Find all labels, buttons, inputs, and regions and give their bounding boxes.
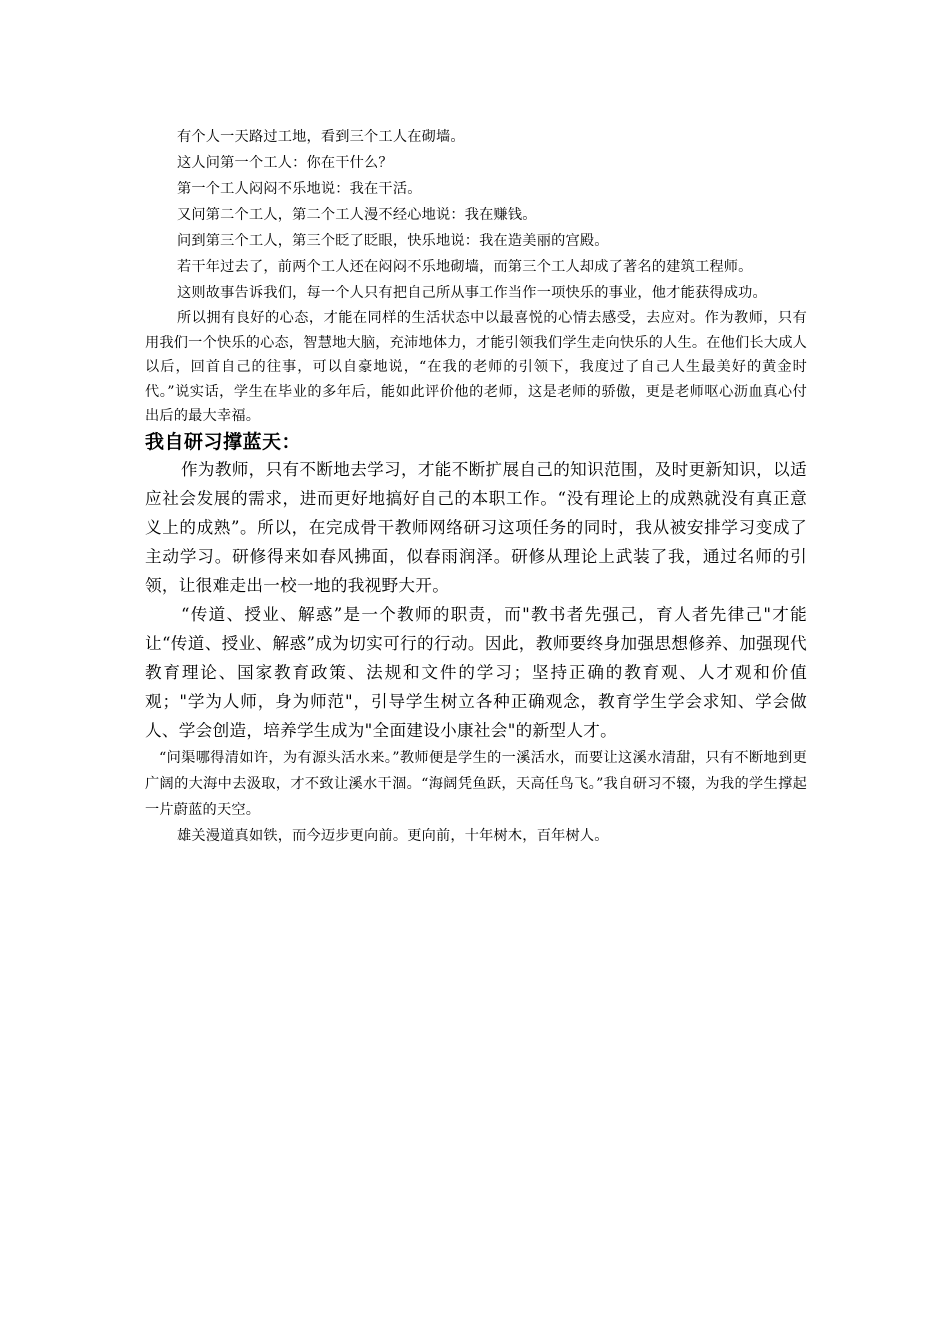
story-line-3: 第一个工人闷闷不乐地说：我在干活。	[177, 181, 422, 197]
closing-paragraph-1: “问渠哪得清如许，为有源头活水来。”教师便是学生的一溪活水，而要让这溪水清甜，只有不断地到更广阔的大海中去汲取，才不致让溪水干涸。“海阔凭鱼跃，天高任鸟飞。”我自研习不辍，为我的学生撑起一片蔚蓝的天空。	[145, 749, 807, 818]
story-line-2: 这人问第一个工人：你在干什么？	[177, 155, 393, 171]
attitude-paragraph: 所以拥有良好的心态，才能在同样的生活状态中以最喜悦的心情去感受，去应对。作为教师，只有用我们一个快乐的心态，智慧地大脑，充沛地体力，才能引领我们学生走向快乐的人生。在他们长大成人以后，回首自己的往事，可以自豪地说，“在我的老师的引领下，我度过了自己人生最美好的黄金时代。”说实话，学生在毕业的多年后，能如此评价他的老师，这是老师的骄傲，更是老师呕心沥血真心付出后的最大幸福。	[145, 310, 807, 424]
story-line-5: 问到第三个工人，第三个眨了眨眼，快乐地说：我在造美丽的宫殿。	[177, 233, 609, 249]
study-paragraph-2: “传道、授业、解惑”是一个教师的职责，而"教书者先强己，育人者先律己"才能让“传道、授业、解惑”成为切实可行的行动。因此，教师要终身加强思想修养、加强现代教育理论、国家教育政策、法规和文件的学习；坚持正确的教育观、人才观和价值观；"学为人师，身为师范"，引导学生树立各种正确观念，教育学生学会求知、学会做人、学会创造，培养学生成为"全面建设小康社会"的新型人才。	[145, 604, 807, 740]
section-heading: 我自研习撑蓝天：	[145, 430, 302, 453]
story-line-1: 有个人一天路过工地，看到三个工人在砌墙。	[177, 129, 465, 145]
story-moral: 这则故事告诉我们，每一个人只有把自己所从事工作当作一项快乐的事业，他才能获得成功。	[177, 285, 767, 301]
closing-paragraph-2: 雄关漫道真如铁，而今迈步更向前。更向前，十年树木，百年树人。	[177, 827, 609, 844]
story-line-4: 又问第二个工人，第二个工人漫不经心地说：我在赚钱。	[177, 207, 537, 223]
story-line-6: 若干年过去了，前两个工人还在闷闷不乐地砌墙，而第三个工人却成了著名的建筑工程师。	[177, 259, 753, 275]
document-page	[145, 124, 807, 849]
study-paragraph-1: 作为教师，只有不断地去学习，才能不断扩展自己的知识范围，及时更新知识，以适应社会发展的需求，进而更好地搞好自己的本职工作。“没有理论上的成熟就没有真正意义上的成熟”。所以，在完成骨干教师网络研习这项任务的同时，我从被安排学习变成了主动学习。研修得来如春风拂面，似春雨润泽。研修从理论上武装了我，通过名师的引领，让很难走出一校一地的我视野大开。	[145, 459, 807, 595]
